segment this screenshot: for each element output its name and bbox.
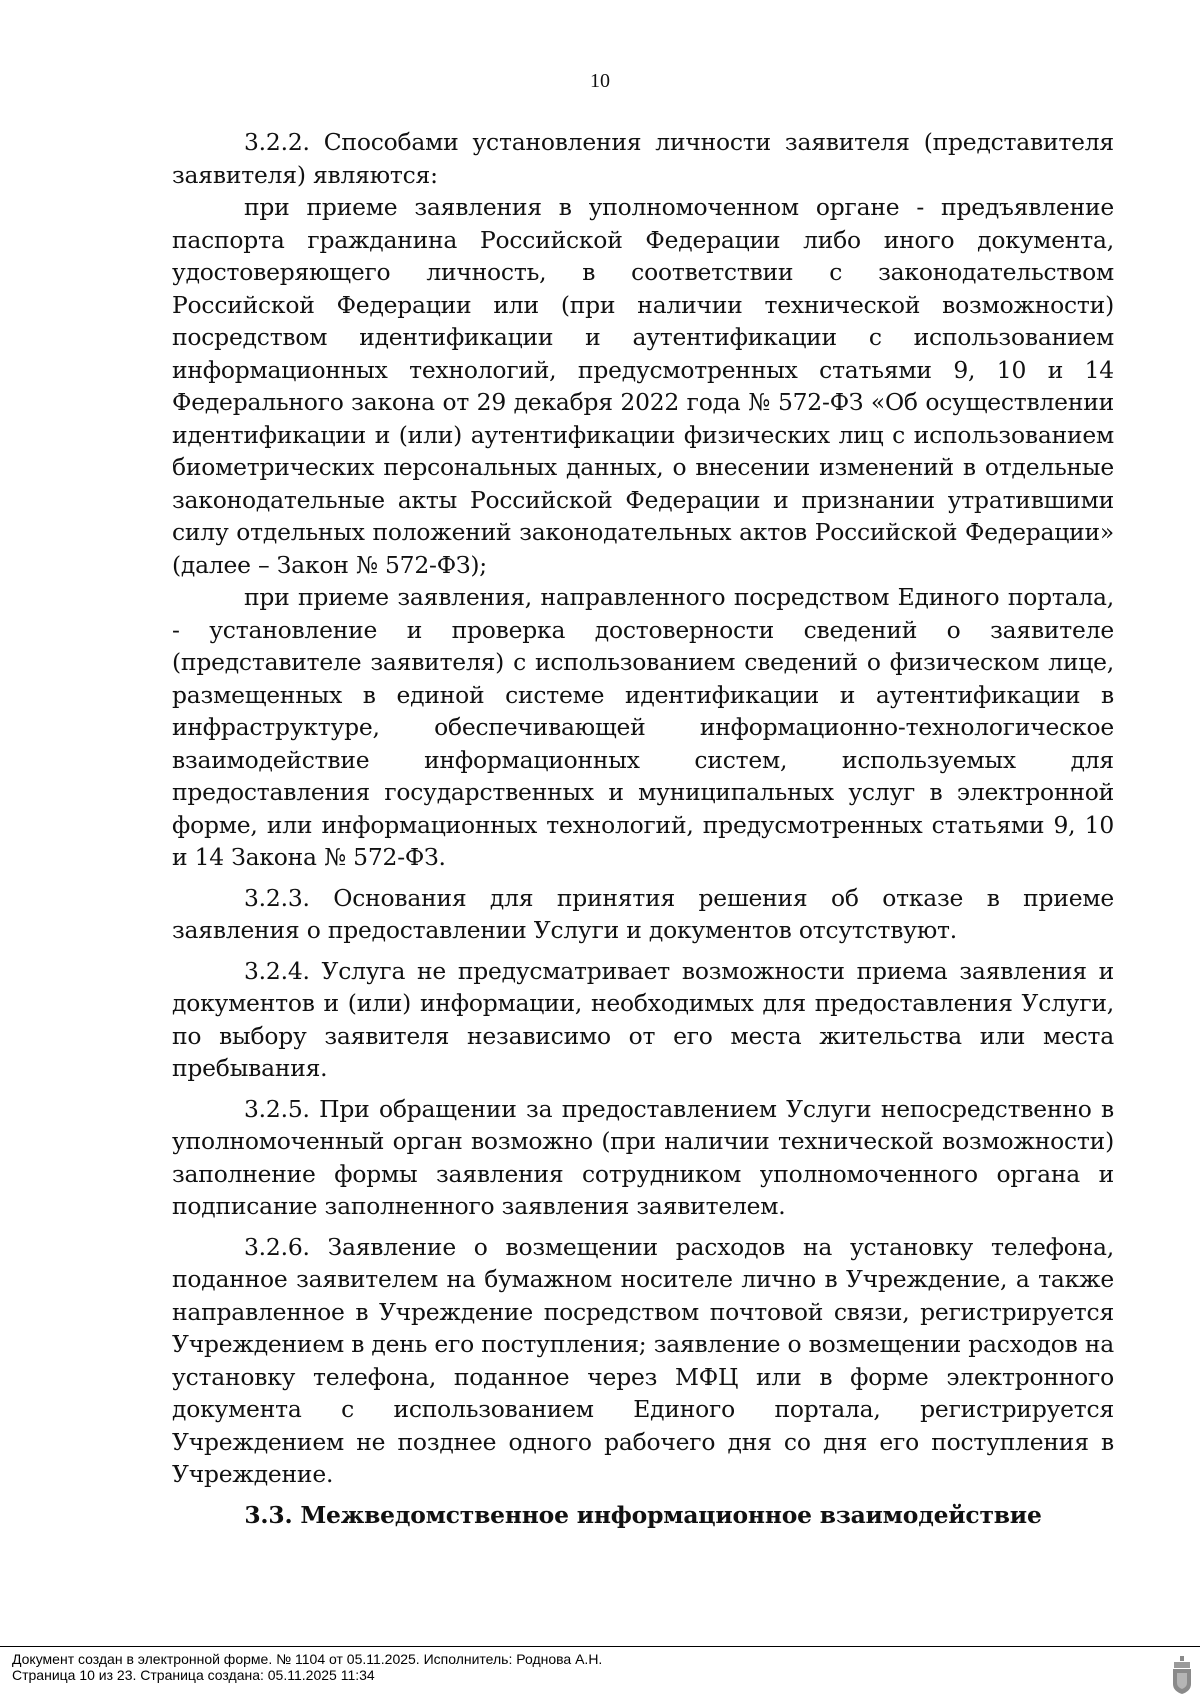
paragraph-3-2-2: 3.2.2. Способами установления личности заявителя (представителя заявителя) являются:: [172, 128, 1114, 189]
footer-line-1: Документ создан в электронной форме. № 1104 от 05.11.2025. Исполнитель: Роднова А.Н.: [12, 1651, 603, 1667]
footer-line-2: Страница 10 из 23. Страница создана: 05.11.2025 11:34: [12, 1667, 375, 1683]
paragraph-3-2-2-portal: при приеме заявления, направленного посредством Единого портала, - установление и проверка достоверности сведений о заявителе (представителе заявителя) с использованием сведений о физическом лице, размещенных в единой системе идентификации и аутентификации в инфраструктуре, обеспечивающей информационно-технологическое взаимодействие информационных систем, используемых для предоставления государственных и муниципальных услуг в электронной форме, или информационных технологий, предусмотренных статьями 9, 10 и 14 Закона № 572-ФЗ.: [172, 583, 1114, 871]
coat-of-arms-icon: [1172, 1656, 1192, 1694]
section-heading-3-3: 3.3. Межведомственное информационное взаимодействие: [244, 1500, 1042, 1529]
page-number: 10: [590, 70, 610, 92]
document-body: [172, 126, 1114, 1531]
paragraph-3-2-6: 3.2.6. Заявление о возмещении расходов на установку телефона, поданное заявителем на бумажном носителе лично в Учреждение, а также направленное в Учреждение посредством почтовой связи, регистрируется Учреждением в день его поступления; заявление о возмещении расходов на установку телефона, поданное через МФЦ или в форме электронного документа с использованием Единого портала, регистрируется Учреждением не позднее одного рабочего дня со дня его поступления в Учреждение.: [172, 1232, 1114, 1488]
paragraph-3-2-3: 3.2.3. Основания для принятия решения об отказе в приеме заявления о предоставлении Услуги и документов отсутствуют.: [172, 883, 1114, 944]
paragraph-3-2-5: 3.2.5. При обращении за предоставлением Услуги непосредственно в уполномоченный орган возможно (при наличии технической возможности) заполнение формы заявления сотрудником уполномоченного органа и подписание заполненного заявления заявителем.: [172, 1094, 1114, 1220]
footer-divider: [0, 1646, 1200, 1647]
document-footer: [12, 1651, 602, 1683]
paragraph-3-2-2-office: при приеме заявления в уполномоченном органе - предъявление паспорта гражданина Российской Федерации либо иного документа, удостоверяющего личность, в соответствии с законодательством Российской Федерации или (при наличии технической возможности) посредством идентификации и аутентификации с использованием информационных технологий, предусмотренных статьями 9, 10 и 14 Федерального закона от 29 декабря 2022 года № 572-ФЗ «Об осуществлении идентификации и (или) аутентификации физических лиц с использованием биометрических персональных данных, о внесении изменений в отдельные законодательные акты Российской Федерации и признании утратившими силу отдельных положений законодательных актов Российской Федерации» (далее – Закон № 572-ФЗ);: [172, 193, 1114, 579]
paragraph-3-2-4: 3.2.4. Услуга не предусматривает возможности приема заявления и документов и (или) информации, необходимых для предоставления Услуги, по выбору заявителя независимо от его места жительства или места пребывания.: [172, 956, 1114, 1082]
